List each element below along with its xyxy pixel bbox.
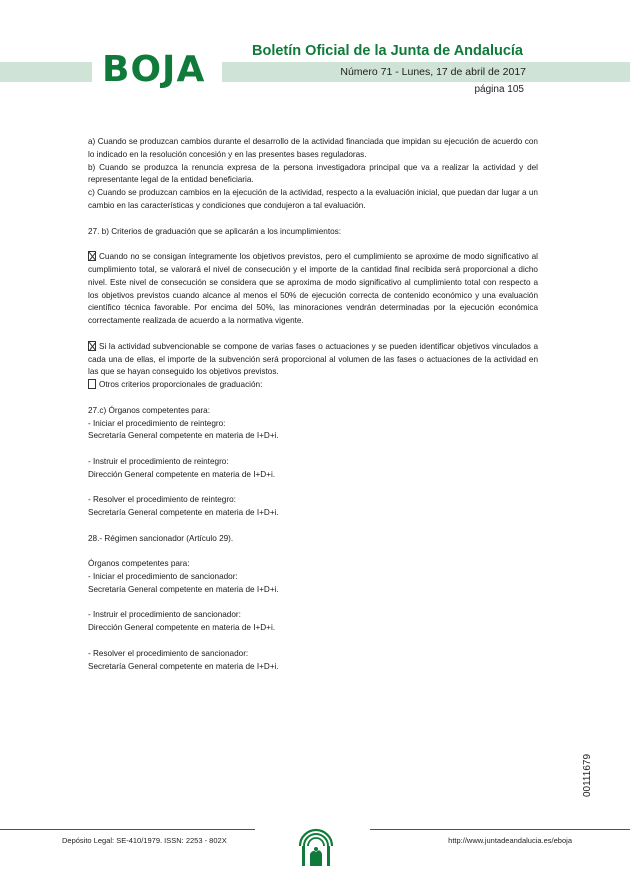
document-body (88, 136, 538, 673)
criteria-heading: 27. b) Criterios de graduación que se aplicarán a los incumplimientos: (88, 226, 342, 236)
criteria-option-1-text: Cuando no se consigan íntegramente los objetivos previstos, pero el cumplimiento se aproxime de modo significativo al cumplimiento total, se valorará el nivel de consecución y el importe de la cantidad final recibida será proporcional a dicho nivel. Este nivel de consecución se considera que se aproxima de modo significativo al cumplimiento total con respecto a los objetivos previstos cuando alcance al menos el 50% de ejecución correcta de contenido económico y una evaluación científico técnica favorable. Por encima del 50%, las minoraciones vendrán determinadas por la ejecución económica correctamente realizada de acuerdo a la normativa vigente. (88, 252, 538, 326)
side-document-code (580, 753, 596, 802)
resolve-reintegro-value: Secretaría General competente en materia de I+D+i. (88, 508, 279, 518)
initiate-sanc-value: Secretaría General competente en materia de I+D+i. (88, 584, 279, 594)
paragraph-a: a) Cuando se produzcan cambios durante el desarrollo de la actividad financiada que impidan su ejecución de acuerdo con lo indicado en la resolución concesión y en las presentes bases reguladoras. (88, 137, 538, 159)
instruct-reintegro-value: Dirección General competente en materia de I+D+i. (88, 469, 276, 479)
junta-andalucia-emblem-icon (296, 816, 336, 868)
organs2-heading: Órganos competentes para: (88, 559, 190, 569)
instruct-sanc-value: Dirección General competente en materia de I+D+i. (88, 623, 276, 633)
initiate-reintegro-label: - Iniciar el procedimiento de reintegro: (88, 418, 226, 428)
instruct-reintegro-label: - Instruir el procedimiento de reintegro: (88, 456, 229, 466)
checkbox-checked-icon[interactable] (88, 251, 96, 261)
resolve-sanc-value: Secretaría General competente en materia de I+D+i. (88, 661, 279, 671)
paragraph-b: b) Cuando se produzca la renuncia expresa de la persona investigadora principal que va a realizar la actividad y del representante legal de la entidad beneficiaria. (88, 162, 538, 185)
header-band-left (0, 62, 92, 82)
boja-logo: BOJA (102, 49, 206, 90)
regime-heading: 28.- Régimen sancionador (Artículo 29). (88, 533, 234, 543)
paragraph-c: c) Cuando se produzcan cambios en la ejecución de la actividad, respecto a la evaluación inicial, que puedan dar lugar a un cambio en las características y condiciones que condujeron a tal evaluación. (88, 188, 538, 210)
criteria-option-2-text: Si la actividad subvencionable se compone de varias fases o actuaciones y se pueden identificar objetivos vinculados a cada una de ellas, el importe de la subvención será proporcional al volumen de las fases o actuaciones de la actividad en las que se hayan conseguido los objetivos previstos. (88, 341, 538, 377)
criteria-option-3-text: Otros criterios proporcionales de graduación: (99, 380, 263, 390)
criteria-option-2 (88, 341, 538, 379)
side-code-text: 00111679 (582, 753, 594, 798)
criteria-option-1 (88, 251, 538, 328)
criteria-option-3 (88, 379, 538, 392)
footer-legal-deposit: Depósito Legal: SE-410/1979. ISSN: 2253 - 802X (62, 836, 227, 845)
instruct-sanc-label: - Instruir el procedimiento de sancionador: (88, 610, 241, 620)
footer-rule-right (370, 829, 630, 830)
checkbox-empty-icon[interactable] (88, 379, 96, 389)
footer-rule-left (0, 829, 255, 830)
initiate-sanc-label: - Iniciar el procedimiento de sancionador: (88, 572, 238, 582)
initiate-reintegro-value: Secretaría General competente en materia de I+D+i. (88, 431, 279, 441)
checkbox-checked-icon[interactable] (88, 341, 96, 351)
resolve-sanc-label: - Resolver el procedimiento de sancionador: (88, 648, 249, 658)
organs-heading: 27.c) Órganos competentes para: (88, 405, 210, 415)
page-number: página 105 (474, 84, 524, 95)
bulletin-title: Boletín Oficial de la Junta de Andalucía (252, 43, 523, 59)
footer-url-link[interactable]: http://www.juntadeandalucia.es/eboja (448, 836, 572, 845)
issue-number: Número 71 - Lunes, 17 de abril de 2017 (340, 66, 526, 78)
resolve-reintegro-label: - Resolver el procedimiento de reintegro: (88, 495, 236, 505)
